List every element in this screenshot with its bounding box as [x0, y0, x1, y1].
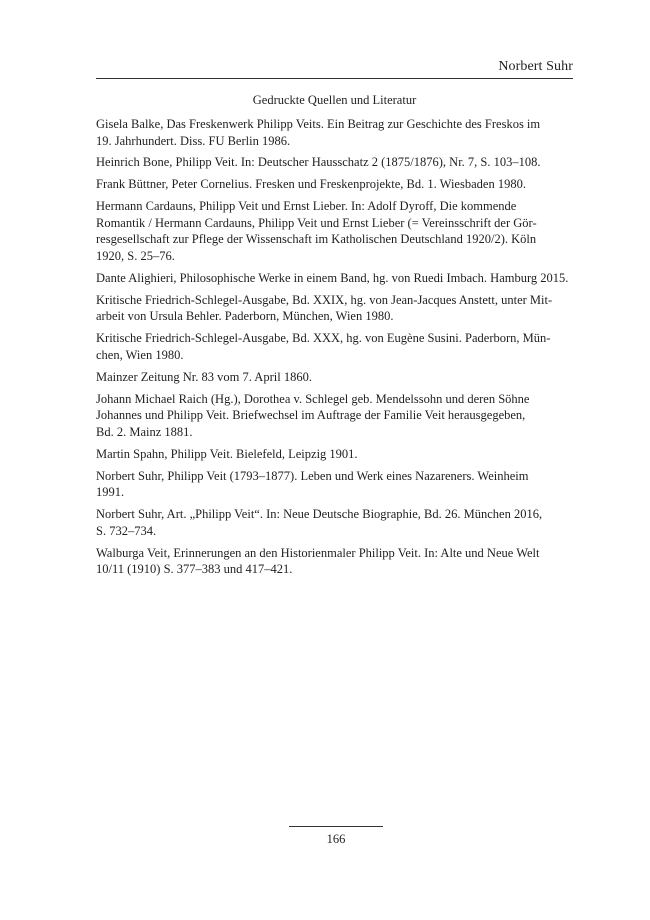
footer-rule: [289, 826, 383, 827]
reference-entry: [96, 391, 573, 441]
reference-entry: [96, 330, 573, 363]
reference-entry: [96, 468, 573, 501]
reference-line: Johann Michael Raich (Hg.), Dorothea v. Schlegel geb. Mendelssohn und deren Söhne: [96, 391, 530, 406]
reference-line: Kritische Friedrich-Schlegel-Ausgabe, Bd. XXX, hg. von Eugène Susini. Paderborn, Mün-: [96, 331, 551, 346]
section-heading: Gedruckte Quellen und Literatur: [252, 93, 417, 107]
reference-line: 1991.: [96, 485, 125, 500]
reference-line: chen, Wien 1980.: [96, 347, 184, 362]
reference-entry: [96, 292, 573, 325]
reference-line: Norbert Suhr, Philipp Veit (1793–1877). Leben und Werk eines Nazareners. Weinheim: [96, 468, 529, 483]
reference-line: 1920, S. 25–76.: [96, 249, 175, 264]
reference-line: Johannes und Philipp Veit. Briefwechsel im Auftrage der Familie Veit herausgegeben,: [96, 408, 526, 423]
reference-entry: [96, 176, 573, 193]
running-header-author: Norbert Suhr: [498, 59, 573, 74]
reference-entry: [96, 446, 573, 463]
reference-line: Walburga Veit, Erinnerungen an den Historienmaler Philipp Veit. In: Alte und Neue Welt: [96, 545, 540, 560]
reference-entry: [96, 198, 573, 264]
reference-line: 19. Jahrhundert. Diss. FU Berlin 1986.: [96, 133, 291, 148]
reference-entry: [96, 545, 573, 578]
header-rule: [96, 78, 573, 79]
reference-line: S. 732–734.: [96, 523, 157, 538]
page-number: 166: [326, 832, 346, 846]
reference-line: resgesellschaft zur Pflege der Wissenschaft im Katholischen Deutschland 1920/2). Köln: [96, 232, 537, 247]
reference-list: [96, 116, 573, 583]
reference-line: 10/11 (1910) S. 377–383 und 417–421.: [96, 562, 293, 577]
reference-line: Martin Spahn, Philipp Veit. Bielefeld, Leipzig 1901.: [96, 446, 358, 461]
reference-line: Norbert Suhr, Art. „Philipp Veit“. In: Neue Deutsche Biographie, Bd. 26. München 2016,: [96, 507, 543, 522]
reference-line: arbeit von Ursula Behler. Paderborn, München, Wien 1980.: [96, 309, 394, 324]
reference-line: Mainzer Zeitung Nr. 83 vom 7. April 1860.: [96, 369, 312, 384]
reference-line: Hermann Cardauns, Philipp Veit und Ernst Lieber. In: Adolf Dyroff, Die kommende: [96, 199, 517, 214]
reference-line: Frank Büttner, Peter Cornelius. Fresken und Freskenprojekte, Bd. 1. Wiesbaden 1980.: [96, 177, 526, 192]
reference-entry: [96, 116, 573, 149]
reference-line: Heinrich Bone, Philipp Veit. In: Deutscher Hausschatz 2 (1875/1876), Nr. 7, S. 103–108.: [96, 155, 541, 170]
reference-line: Gisela Balke, Das Freskenwerk Philipp Veits. Ein Beitrag zur Geschichte des Freskos im: [96, 117, 541, 131]
reference-entry: [96, 369, 573, 386]
reference-line: Dante Alighieri, Philosophische Werke in einem Band, hg. von Ruedi Imbach. Hamburg 2015.: [96, 270, 569, 285]
reference-line: Kritische Friedrich-Schlegel-Ausgabe, Bd. XXIX, hg. von Jean-Jacques Anstett, unter Mit-: [96, 292, 553, 307]
reference-entry: [96, 506, 573, 539]
reference-line: Bd. 2. Mainz 1881.: [96, 424, 193, 439]
reference-entry: [96, 270, 573, 287]
reference-entry: [96, 154, 573, 171]
reference-line: Romantik / Hermann Cardauns, Philipp Veit und Ernst Lieber (= Vereinsschrift der Gör-: [96, 215, 537, 230]
